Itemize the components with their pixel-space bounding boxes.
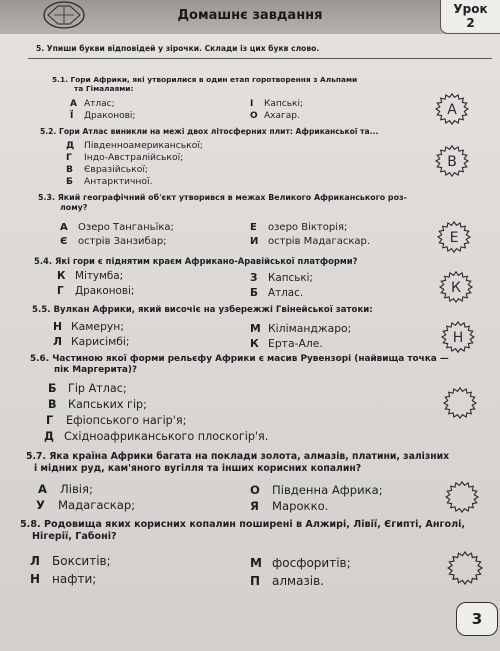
question-text: Яка країна Африки багата на поклади золота, алмазів, платини, залізних xyxy=(49,451,450,462)
page-number: 3 xyxy=(456,602,498,636)
option-5-7-a[interactable]: А Лівія; xyxy=(38,482,93,496)
question-text: Гори Африки, які утворилися в один етап горотворення з Альпами xyxy=(70,75,358,84)
question-number: 5.1. xyxy=(52,75,68,84)
option-5-3-c[interactable]: Є острів Занзибар; xyxy=(60,236,167,247)
star-outline xyxy=(448,552,482,584)
option-5-2-c[interactable]: В Євразійської; xyxy=(66,164,148,175)
question-5-6 xyxy=(30,354,480,376)
question-5-7 xyxy=(26,451,496,474)
option-5-2-a[interactable]: Д Південноамериканської; xyxy=(66,140,204,151)
option-5-6-b[interactable]: В Капських гір; xyxy=(48,398,147,411)
option-5-7-c[interactable]: У Мадагаскар; xyxy=(36,498,136,512)
option-5-5-c[interactable]: Л Карисімбі; xyxy=(53,335,130,348)
question-number: 5.6. xyxy=(30,354,50,364)
option-5-6-d[interactable]: Д Східноафриканського плоскогір'я. xyxy=(44,430,269,443)
option-5-2-d[interactable]: Б Антарктичної. xyxy=(66,176,153,187)
option-5-8-a[interactable]: Л Бокситів; xyxy=(30,554,111,568)
question-text: і мідних руд, кам'яного вугілля та інших корисних копалин? xyxy=(34,462,362,474)
answer-star-5-2[interactable] xyxy=(434,144,470,178)
page-title: Домашнє завдання xyxy=(177,8,323,23)
question-number: 5.2. xyxy=(40,127,57,136)
handwritten-answer: Н xyxy=(452,330,464,346)
task-instruction: 5. Упиши букви відповідей у зірочки. Склади із цих букв слово. xyxy=(36,44,320,53)
option-5-1-a[interactable]: А Атлас; xyxy=(70,99,115,109)
question-5-4 xyxy=(34,256,474,267)
option-5-3-b[interactable]: Е озеро Вікторія; xyxy=(250,222,348,233)
answer-star-5-4[interactable] xyxy=(438,270,474,304)
star-outline xyxy=(444,388,476,418)
question-5-5 xyxy=(32,305,472,316)
option-5-3-a[interactable]: А Озеро Танганьїка; xyxy=(60,222,174,233)
question-5-1 xyxy=(52,75,472,94)
question-number: 5.3. xyxy=(38,193,55,202)
divider xyxy=(28,58,492,59)
handwritten-answer: К xyxy=(451,280,461,296)
option-5-5-a[interactable]: Н Камерун; xyxy=(53,320,125,333)
option-5-6-c[interactable]: Г Ефіопського нагір'я; xyxy=(46,414,187,427)
option-5-7-b[interactable]: О Південна Африка; xyxy=(250,483,383,497)
question-text: лому? xyxy=(60,202,88,212)
question-number: 5.4. xyxy=(34,256,53,266)
option-5-1-b[interactable]: І Капські; xyxy=(250,99,304,109)
question-text: Частиною якої форми рельєфу Африки є масив Рувензорі (найвища точка — xyxy=(52,354,449,364)
answer-star-5-5[interactable] xyxy=(440,320,476,354)
option-5-1-d[interactable]: О Ахагар. xyxy=(250,111,300,121)
option-5-8-c[interactable]: Н нафти; xyxy=(30,572,97,586)
option-5-4-b[interactable]: З Капські; xyxy=(250,272,314,284)
answer-star-5-6[interactable] xyxy=(442,386,478,420)
option-5-3-d[interactable]: И острів Мадагаскар. xyxy=(250,236,371,247)
option-5-6-a[interactable]: Б Гір Атлас; xyxy=(48,382,127,395)
option-5-8-d[interactable]: П алмазів. xyxy=(250,574,325,588)
question-text: Який географічний об'єкт утворився в межах Великого Африканського роз- xyxy=(57,193,407,202)
option-5-4-d[interactable]: Б Атлас. xyxy=(250,287,304,299)
lesson-label: Урок xyxy=(453,2,488,16)
question-text: Нігерії, Габоні? xyxy=(32,530,117,542)
question-number: 5.7. xyxy=(26,451,47,462)
question-number: 5.5. xyxy=(32,305,51,315)
question-text: та Гімалаями: xyxy=(74,84,134,94)
answer-star-5-7[interactable] xyxy=(444,480,480,514)
answer-star-5-1[interactable] xyxy=(434,92,470,126)
lesson-number: 2 xyxy=(466,16,475,30)
question-5-8 xyxy=(20,519,496,543)
question-text: Вулкан Африки, який височіє на узбережжі Гвінейської затоки: xyxy=(53,305,373,315)
question-text: пік Маргерита)? xyxy=(54,365,138,376)
star-outline xyxy=(446,482,478,512)
option-5-4-c[interactable]: Г Драконові; xyxy=(57,285,135,297)
question-number: 5.8. xyxy=(20,519,41,530)
option-5-1-c[interactable]: Ї Драконові; xyxy=(70,111,136,121)
question-text: Які гори є піднятим краєм Африкано-Аравійської платформи? xyxy=(54,256,358,266)
question-5-3 xyxy=(38,193,473,213)
handwritten-answer: А xyxy=(447,102,457,118)
textbook-logo-icon xyxy=(40,0,88,30)
option-5-5-d[interactable]: К Ерта-Але. xyxy=(250,337,323,350)
option-5-8-b[interactable]: М фосфоритів; xyxy=(250,556,351,570)
handwritten-answer: В xyxy=(447,154,457,170)
option-5-7-d[interactable]: Я Марокко. xyxy=(250,499,329,513)
question-text: Родовища яких корисних копалин поширені в Алжирі, Лівії, Єгипті, Анголі, xyxy=(43,519,466,530)
question-5-2 xyxy=(40,127,470,136)
lesson-badge xyxy=(440,0,500,34)
question-text: Гори Атлас виникли на межі двох літосферних плит: Африканської та... xyxy=(59,127,379,136)
handwritten-answer: Е xyxy=(449,230,459,246)
option-5-2-b[interactable]: Г Індо-Австралійської; xyxy=(66,152,184,163)
option-5-4-a[interactable]: К Мітумба; xyxy=(57,270,124,282)
answer-star-5-8[interactable] xyxy=(446,550,484,586)
option-5-5-b[interactable]: М Кіліманджаро; xyxy=(250,322,352,335)
answer-star-5-3[interactable] xyxy=(436,220,472,254)
